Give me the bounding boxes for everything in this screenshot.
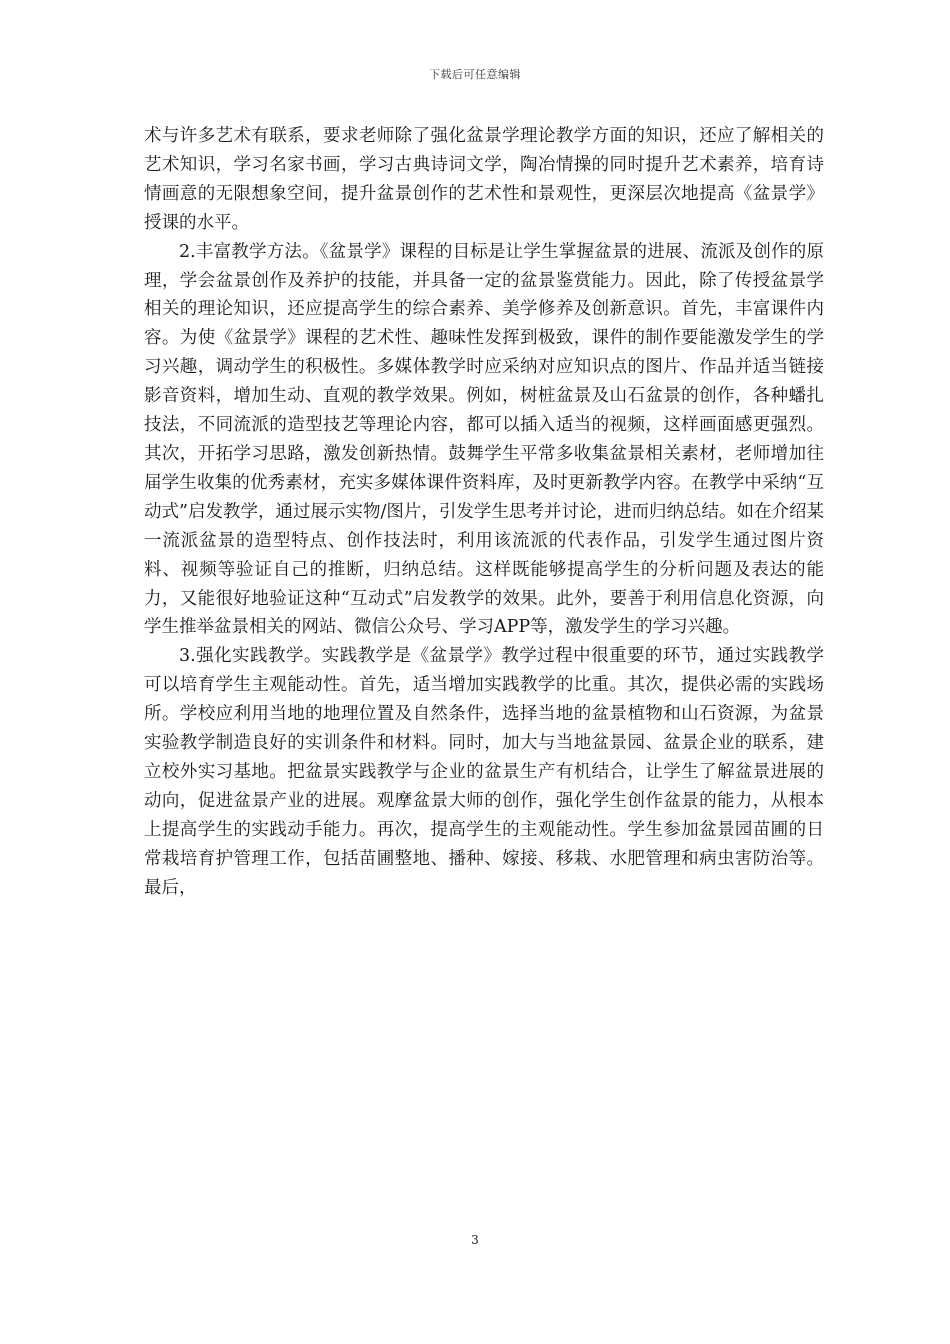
page-header: 下载后可任意编辑 [429,68,521,81]
paragraph-enrich-teaching-methods: 2.丰富教学方法。《盆景学》课程的目标是让学生掌握盆景的进展、流派及创作的原理，学会盆景创作及养护的技能，并具备一定的盆景鉴赏能力。因此，除了传授盆景学相关的理论知识，还应提高学生的综合素养、美学修养及创新意识。首先，丰富课件内容。为使《盆景学》课程的艺术性、趣味性发挥到极致，课件的制作要能激发学生的学习兴趣，调动学生的积极性。多媒体教学时应采纳对应知识点的图片、作品并适当链接影音资料，增加生动、直观的教学效果。例如，树桩盆景及山石盆景的创作，各种蟠扎技法，不同流派的造型技艺等理论内容，都可以插入适当的视频，这样画面感更强烈。其次，开拓学习思路，激发创新热情。鼓舞学生平常多收集盆景相关素材，老师增加往届学生收集的优秀素材，充实多媒体课件资料库，及时更新教学内容。在教学中采纳“互动式”启发教学，通过展示实物/图片，引发学生思考并讨论，进而归纳总结。如在介绍某一流派盆景的造型特点、创作技法时，利用该流派的代表作品，引发学生通过图片资料、视频等验证自己的推断，归纳总结。这样既能够提高学生的分析问题及表达的能力，又能很好地验证这种“互动式”启发教学的效果。此外，要善于利用信息化资源，向学生推举盆景相关的网站、微信公众号、学习APP等，激发学生的学习兴趣。 [144,241,824,638]
document-body [144,122,824,902]
paragraph-strengthen-practice-teaching: 3.强化实践教学。实践教学是《盆景学》教学过程中很重要的环节，通过实践教学可以培育学生主观能动性。首先，适当增加实践教学的比重。其次，提供必需的实践场所。学校应利用当地的地理位置及自然条件，选择当地的盆景植物和山石资源，为盆景实验教学制造良好的实训条件和材料。同时，加大与当地盆景园、盆景企业的联系，建立校外实习基地。把盆景实践教学与企业的盆景生产有机结合，让学生了解盆景进展的动向，促进盆景产业的进展。观摩盆景大师的创作，强化学生创作盆景的能力，从根本上提高学生的实践动手能力。再次，提高学生的主观能动性。学生参加盆景园苗圃的日常栽培育护管理工作，包括苗圃整地、播种、嫁接、移栽、水肥管理和病虫害防治等。最后， [144,646,824,898]
page-number: 3 [471,1233,479,1247]
paragraph-continuation: 术与许多艺术有联系，要求老师除了强化盆景学理论教学方面的知识，还应了解相关的艺术知识，学习名家书画，学习古典诗词文学，陶冶情操的同时提升艺术素养，培育诗情画意的无限想象空间，提升盆景创作的艺术性和景观性，更深层次地提高《盆景学》授课的水平。 [144,126,824,233]
